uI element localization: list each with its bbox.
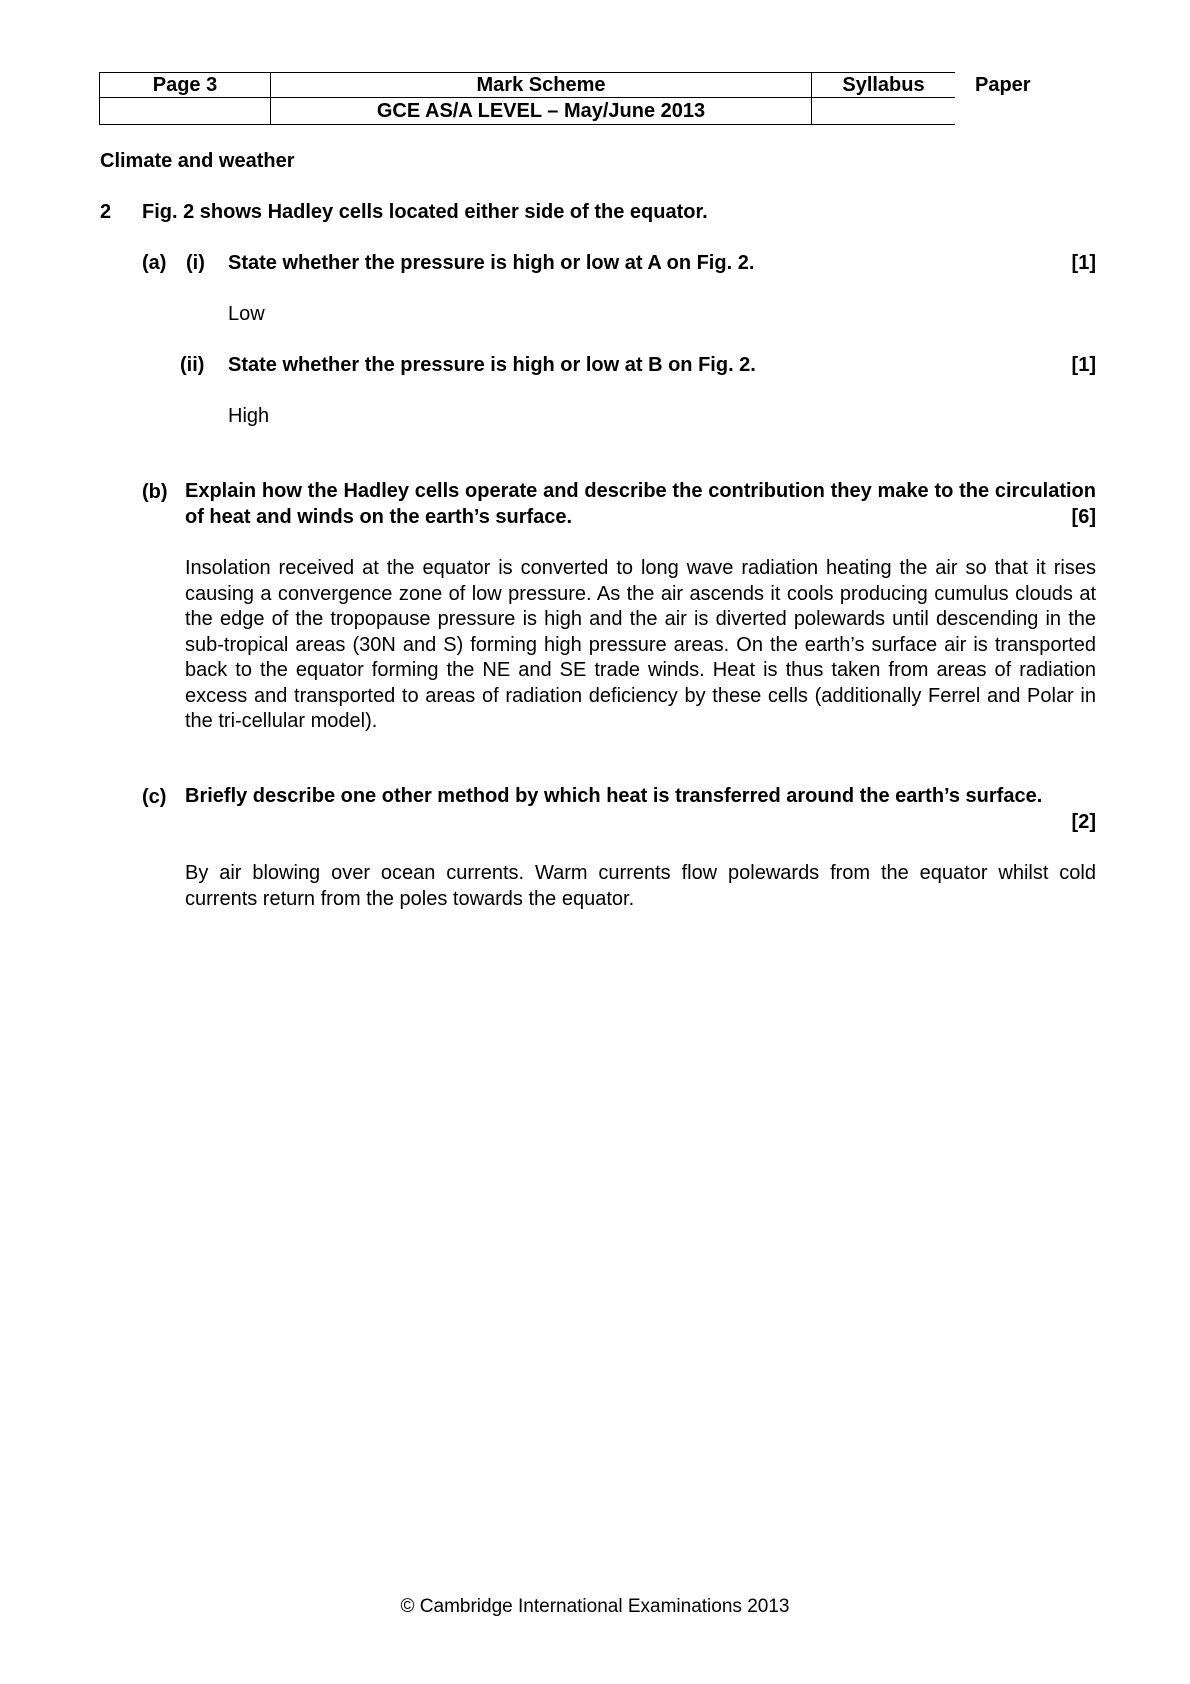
part-a-ii-text: State whether the pressure is high or low at B on Fig. 2. bbox=[228, 354, 756, 376]
part-a-i-label: (i) bbox=[186, 252, 205, 274]
header-mark-scheme: Mark Scheme bbox=[476, 74, 606, 96]
part-b-answer: Insolation received at the equator is converted to long wave radiation heating the air so that it rises causing a convergence zone of low pressure. As the air ascends it cools producing cumulus clouds at the edge of the tropopause pressure is high and the air is diverted polewards until descending in the sub-tropical areas (30N and S) forming high pressure areas. On the earth’s surface air is transported back to the equator forming the NE and SE trade winds. Heat is thus taken from areas of radiation excess and transported to areas of radiation deficiency by these cells (additionally Ferrel and Polar in the tri-cellular model). bbox=[185, 557, 1096, 732]
part-c-answer: By air blowing over ocean currents. Warm currents flow polewards from the equator whilst cold currents return from the poles towards the equator. bbox=[185, 862, 1096, 910]
part-a-i-answer: Low bbox=[228, 303, 265, 325]
part-b-text bbox=[185, 479, 1096, 530]
part-a-i-marks: [1] bbox=[1071, 252, 1096, 274]
part-a-i-text: State whether the pressure is high or low at A on Fig. 2. bbox=[228, 252, 755, 274]
part-c-label: (c) bbox=[142, 786, 167, 808]
header-syllabus: Syllabus bbox=[842, 74, 925, 96]
part-c-question: Briefly describe one other method by which heat is transferred around the earth’s surface. bbox=[185, 785, 1043, 807]
question-number: 2 bbox=[100, 201, 112, 223]
part-a-ii-label: (ii) bbox=[180, 354, 205, 376]
part-b-marks: [6] bbox=[1071, 506, 1096, 528]
header-paper: Paper bbox=[975, 74, 1031, 96]
part-b-question: Explain how the Hadley cells operate and describe the contribution they make to the circulation of heat and winds on the earth’s surface. bbox=[185, 480, 1096, 528]
part-a-label: (a) bbox=[142, 252, 167, 274]
part-c-text bbox=[185, 784, 1096, 810]
part-a-ii-answer: High bbox=[228, 405, 270, 427]
header-border-bottom bbox=[99, 124, 955, 125]
question-stem: Fig. 2 shows Hadley cells located either side of the equator. bbox=[142, 201, 708, 223]
part-c-marks: [2] bbox=[1071, 811, 1096, 833]
part-b-label: (b) bbox=[142, 481, 168, 503]
header-exam: GCE AS/A LEVEL – May/June 2013 bbox=[376, 100, 706, 122]
part-a-ii-marks: [1] bbox=[1071, 354, 1096, 376]
section-title: Climate and weather bbox=[100, 150, 295, 172]
footer-copyright: © Cambridge International Examinations 2013 bbox=[400, 1596, 790, 1617]
header-page: Page 3 bbox=[152, 74, 218, 96]
header-border-middle bbox=[99, 97, 955, 98]
